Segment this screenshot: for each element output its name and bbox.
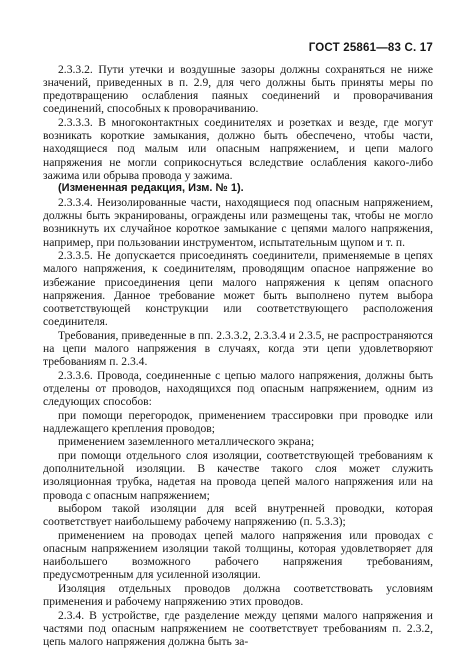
- paragraph-2-3-3-6: 2.3.3.6. Провода, соединенные с цепью малого напряжения, должны быть отделены от проводов, находящихся под опасным напряжением, одним из следующих способов:: [43, 368, 433, 408]
- list-item-insulation-layer: при помощи отдельного слоя изоляции, соответствующей требованиям к дополнительной изоляции. В качестве такого слоя может служить изоляционная трубка, надетая на провода цепей малого напряжения или на провода с опасным напряжением;: [43, 449, 433, 502]
- running-header: ГОСТ 25861—83 С. 17: [308, 42, 433, 54]
- edition-note: (Измененная редакция, Изм. № 1).: [58, 182, 244, 195]
- list-item-partitions: при помощи перегородок, применением трассировки при проводке или надлежащего крепления проводов;: [43, 408, 433, 435]
- paragraph-2-3-3-2: 2.3.3.2. Пути утечки и воздушные зазоры должны сохраняться не ниже значений, приведенных в п. 2.9, для чего должны быть приняты меры по предотвращению ослабления паяных соединений и проворачивания соединений, способных к проворачиванию.: [43, 63, 433, 116]
- paragraph-2-3-3-4: 2.3.3.4. Неизолированные части, находящиеся под опасным напряжением, должны быть экранированы, ограждены или размещены так, чтобы не могло возникнуть их случайное короткое замыкание с цепями малого напряжения, например, при пользовании инструментом, испытательным щупом и т. п.: [43, 196, 433, 249]
- list-item-reinforced-insulation: применением на проводах цепей малого напряжения или проводах с опасным напряжением изоляции такой толщины, которая удовлетворяет для наибольшего возможного рабочего напряжения требованиям, предусмотренным для усиленной изоляции.: [43, 528, 433, 582]
- document-body: [43, 63, 433, 648]
- paragraph-wire-insulation: Изоляция отдельных проводов должна соответствовать условиям применения и рабочему напряжению этих проводов.: [43, 582, 433, 609]
- paragraph-2-3-3-5: 2.3.3.5. Не допускается присоединять соединители, применяемые в цепях малого напряжения, к соединителям, проводящим опасное напряжение во избежание присоединения цепи малого напряжения к цепям опасного напряжения. Данное требование может быть выполнено путем выбора соответствующей конструкции или соответствующего расположения соединителя.: [43, 249, 433, 328]
- list-item-metal-screen: применением заземленного металлического экрана;: [58, 435, 315, 449]
- paragraph-2-3-3-3: 2.3.3.3. В многоконтактных соединителях и розетках и везде, где могут возникать короткие замыкания, должно быть обеспечено, чтобы части, находящиеся под малым или опасным напряжением, и цепи малого напряжения не могли соприкоснуться вследствие ослабления какого-либо зажима или обрыва провода у зажима.: [43, 116, 433, 182]
- paragraph-2-3-4: 2.3.4. В устройстве, где разделение между цепями малого напряжения и частями под опасным напряжением не соответствует требованиям п. 2.3.2, цепь малого напряжения должна быть за-: [43, 608, 433, 649]
- paragraph-exceptions: Требования, приведенные в пп. 2.3.3.2, 2.3.3.4 и 2.3.5, не распространяются на цепи малого напряжения в случаях, когда эти цепи удовлетворяют требованиям п. 2.3.4.: [43, 328, 433, 368]
- list-item-internal-wiring: выбором такой изоляции для всей внутренней проводки, которая соответствует наибольшему рабочему напряжению (п. 5.3.3);: [43, 502, 433, 529]
